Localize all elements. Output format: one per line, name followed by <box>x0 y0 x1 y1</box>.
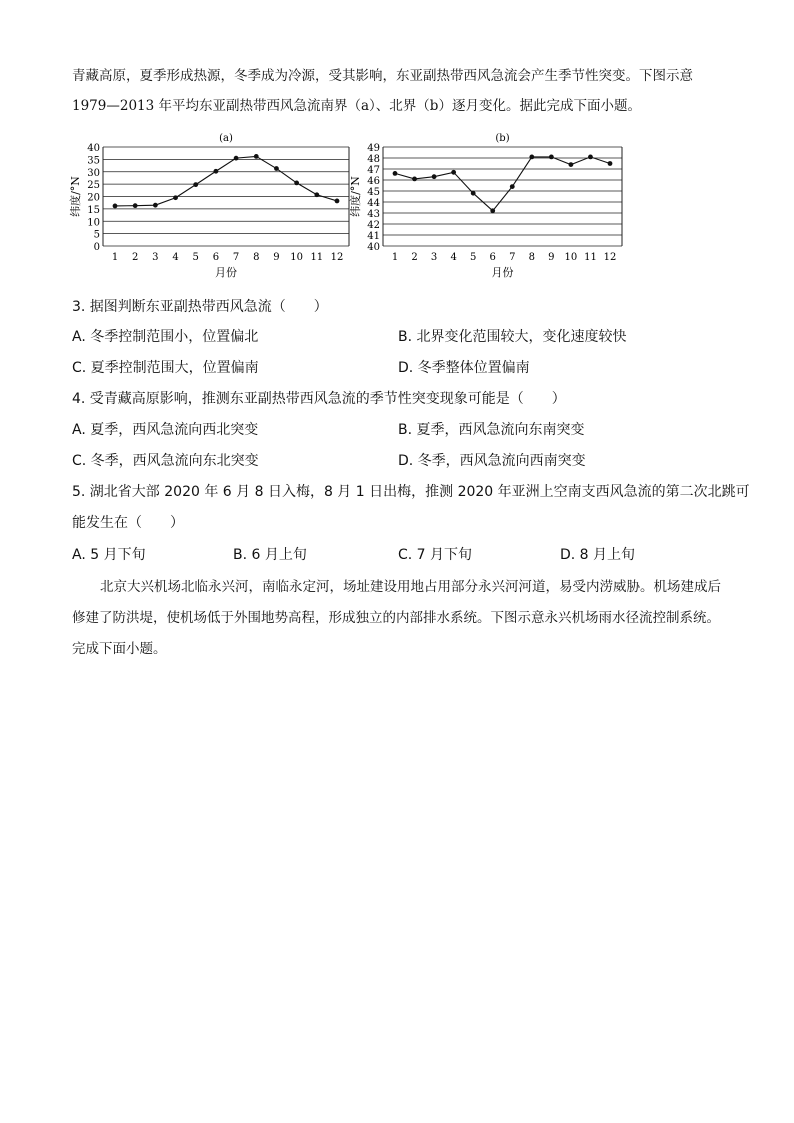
chart-b-ytick-label: 41 <box>367 231 380 242</box>
chart-b-xtick-label: 4 <box>450 252 457 263</box>
q4-option-a[interactable]: A. 夏季，西风急流向西北突变 <box>72 422 259 438</box>
charts-container <box>69 128 732 284</box>
chart-b-xlabel: 月份 <box>491 266 514 279</box>
chart-b-data-point <box>490 208 495 213</box>
intro-line-1: 青藏高原，夏季形成热源，冬季成为冷源，受其影响，东亚副热带西风急流会产生季节性突变。下图示意 <box>72 68 693 84</box>
chart-b-data-point <box>393 171 398 176</box>
q3-option-c[interactable]: C. 夏季控制范围大，位置偏南 <box>72 360 259 376</box>
chart-b-ytick-label: 48 <box>367 154 380 165</box>
chart-b-xtick-label: 8 <box>528 252 536 263</box>
chart-a-data-point <box>254 154 259 159</box>
chart-a-data-point <box>314 192 319 197</box>
q5-stem-line-1: 5. 湖北省大部 2020 年 6 月 8 日入梅，8 月 1 日出梅，推测 2020 年亚洲上空南支西风急流的第二次北跳可 <box>72 484 750 500</box>
chart-a-ytick-label: 30 <box>87 167 100 179</box>
chart-a-xtick-label: 5 <box>192 252 199 263</box>
chart-a-xtick-label: 6 <box>212 252 220 263</box>
passage-2: 北京大兴机场北临永兴河，南临永定河，场址建设用地占用部分永兴河河道，易受内涝威胁。机场建成后修建了防洪堤，使机场低于外围地势高程，形成独立的内部排水系统。下图示意永兴机场雨水径流控制系统。完成下面小题。 <box>72 579 721 657</box>
chart-b-data-point <box>471 191 476 196</box>
chart-b-data-point <box>451 170 456 175</box>
chart-a-ytick-label: 25 <box>87 180 100 192</box>
q3-option-a[interactable]: A. 冬季控制范围小，位置偏北 <box>72 329 259 345</box>
chart-b-ytick-label: 46 <box>367 176 380 187</box>
chart-b-ytick-label: 43 <box>367 209 380 220</box>
chart-a-xtick-label: 1 <box>111 252 119 263</box>
chart-b-ytick-label: 49 <box>367 143 380 154</box>
chart-b-data-point <box>529 155 534 160</box>
chart-a-xtick-label: 10 <box>290 252 304 263</box>
chart-a-series-line <box>115 156 337 206</box>
chart-a-ytick-label: 35 <box>87 155 100 167</box>
chart-a-data-point <box>133 203 138 208</box>
chart-b-ytick-label: 44 <box>367 198 380 209</box>
chart-a-data-point <box>234 156 239 161</box>
q3-stem: 3. 据图判断东亚副热带西风急流（ ） <box>72 299 328 315</box>
chart-b-data-point <box>549 155 554 160</box>
chart-a-data-point <box>153 203 158 208</box>
chart-b-xtick-label: 6 <box>489 252 496 263</box>
chart-b-data-point <box>412 177 417 182</box>
q4-option-c[interactable]: C. 冬季，西风急流向东北突变 <box>72 453 259 469</box>
chart-b-series-line <box>395 157 610 211</box>
chart-b-data-point <box>432 174 437 179</box>
chart-a-ytick-label: 5 <box>93 229 100 241</box>
intro-line-2: 1979—2013 年平均东亚副热带西风急流南界（a）、北界（b）逐月变化。据此完成下面小题。 <box>72 98 641 114</box>
chart-b-ytick-label: 45 <box>367 187 380 198</box>
latitude-charts <box>69 128 732 284</box>
chart-a-data-point <box>193 182 198 187</box>
q3-option-b[interactable]: B. 北界变化范围较大，变化速度较快 <box>398 329 627 345</box>
chart-a-xtick-label: 8 <box>253 252 260 263</box>
chart-a-xlabel: 月份 <box>215 266 237 279</box>
chart-b-xtick-label: 3 <box>430 252 438 263</box>
chart-b-xtick-label: 9 <box>548 252 555 263</box>
chart-a-ytick-label: 15 <box>87 204 100 216</box>
chart-a-ytick-label: 0 <box>93 242 100 253</box>
q5-option-b[interactable]: B. 6 月上旬 <box>233 547 307 563</box>
q5-option-c[interactable]: C. 7 月下旬 <box>398 547 473 563</box>
chart-a-title: (a) <box>219 133 233 144</box>
chart-a-data-point <box>274 166 279 171</box>
chart-b-ylabel: 纬度/°N <box>349 176 362 217</box>
chart-a-xtick-label: 4 <box>172 252 179 263</box>
q5-option-d[interactable]: D. 8 月上旬 <box>560 547 636 563</box>
q5-stem-line-2: 能发生在（ ） <box>72 515 184 531</box>
chart-a-xtick-label: 11 <box>310 252 324 263</box>
chart-b-ytick-label: 42 <box>367 220 380 231</box>
q4-stem: 4. 受青藏高原影响，推测东亚副热带西风急流的季节性突变现象可能是（ ） <box>72 391 566 407</box>
chart-a-data-point <box>294 180 299 185</box>
chart-b-data-point <box>588 155 593 160</box>
chart-a-xtick-label: 7 <box>232 252 240 263</box>
chart-a-xtick-label: 2 <box>131 252 139 263</box>
chart-b-data-point <box>569 162 574 167</box>
q4-option-d[interactable]: D. 冬季，西风急流向西南突变 <box>398 453 586 469</box>
chart-a-data-point <box>335 199 340 204</box>
chart-b-xtick-label: 10 <box>564 252 578 263</box>
chart-a-ytick-label: 40 <box>87 143 100 154</box>
chart-b-xtick-label: 1 <box>391 252 399 263</box>
chart-b-xtick-label: 5 <box>469 252 477 263</box>
chart-b-data-point <box>608 161 613 166</box>
chart-b-ytick-label: 40 <box>367 242 380 253</box>
chart-b-xtick-label: 7 <box>509 252 516 263</box>
chart-b-xtick-label: 11 <box>584 252 597 263</box>
chart-b-ytick-label: 47 <box>367 165 380 176</box>
chart-a-xtick-label: 3 <box>152 252 159 263</box>
q3-option-d[interactable]: D. 冬季整体位置偏南 <box>398 360 530 376</box>
chart-b-xtick-label: 2 <box>411 252 418 263</box>
q5-option-a[interactable]: A. 5 月下旬 <box>72 547 146 563</box>
chart-b-data-point <box>510 184 515 189</box>
chart-a-xtick-label: 12 <box>330 252 344 263</box>
chart-b-title: (b) <box>495 133 510 144</box>
chart-b-xtick-label: 12 <box>603 252 617 263</box>
q4-option-b[interactable]: B. 夏季，西风急流向东南突变 <box>398 422 585 438</box>
chart-a-ytick-label: 20 <box>87 192 100 204</box>
chart-a-xtick-label: 9 <box>273 252 280 263</box>
chart-a-data-point <box>113 204 118 209</box>
chart-a-data-point <box>173 195 178 200</box>
chart-a-data-point <box>214 169 219 174</box>
chart-a-ytick-label: 10 <box>87 217 100 229</box>
chart-a-ylabel: 纬度/°N <box>69 176 82 217</box>
